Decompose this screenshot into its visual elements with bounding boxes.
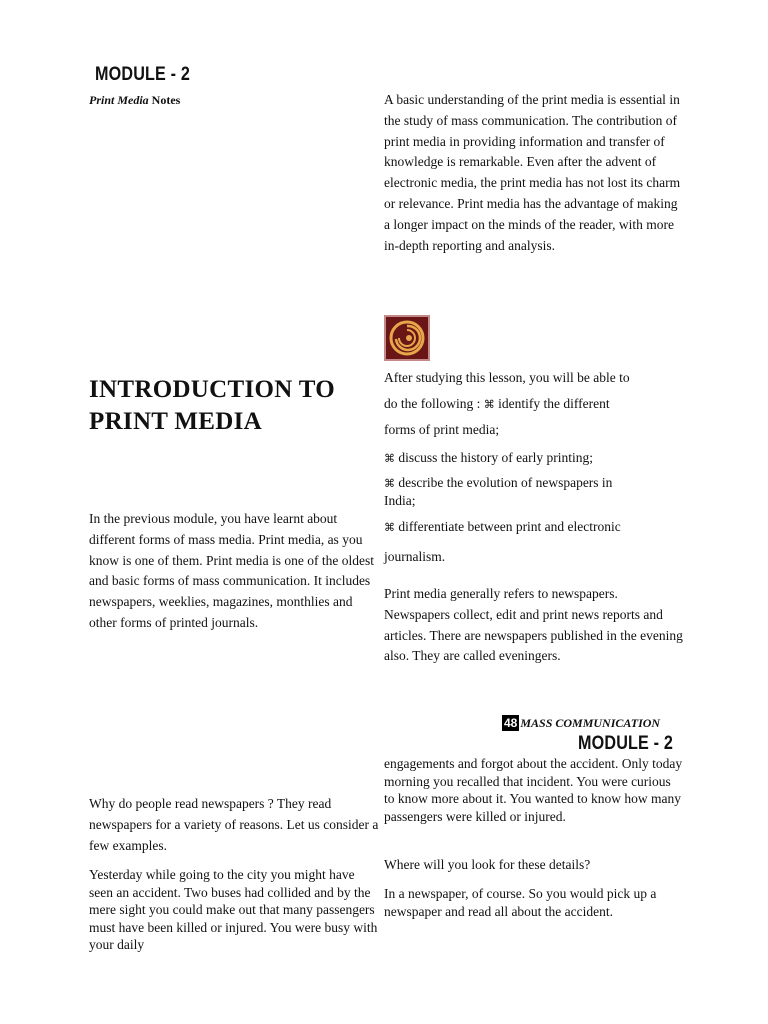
command-bullet-icon: ⌘	[384, 477, 395, 490]
objective-item-4	[384, 517, 684, 547]
objective-1-text: identify the different	[498, 396, 610, 411]
newspaper-answer-paragraph: In a newspaper, of course. So you would pick up a newspaper and read all about the accident.	[384, 886, 657, 919]
previous-module-paragraph: In the previous module, you have learnt about different forms of mass media. Print media, as you know is one of them. Print media is one of the oldest and basic forms of mass communication. It includes newspapers, weeklies, magazines, monthlies and other forms of printed journals.	[89, 511, 374, 630]
command-bullet-icon: ⌘	[483, 398, 495, 411]
accident-story-paragraph: Yesterday while going to the city you might have seen an accident. Two buses had collided and by the mere sight you could make out that many passengers must have been killed or injured. You were busy with your daily	[89, 867, 378, 952]
section-label-italic: Print Media	[89, 93, 149, 107]
objectives-lead-1: After studying this lesson, you will be able to	[384, 370, 630, 385]
section-label-notes: Notes	[151, 93, 181, 107]
objective-item-3	[384, 474, 684, 492]
objective-item-4-cont: journalism.	[384, 549, 446, 564]
objectives-lead-2: do the following :	[384, 396, 484, 411]
accident-continuation-paragraph: engagements and forgot about the accident. Only today morning you recalled that incident. You were curious to know more about it. You wanted to know how many passengers were killed or injured.	[384, 756, 683, 824]
title-line-1: INTRODUCTION TO	[89, 376, 335, 403]
module-heading-top: MODULE - 2	[95, 64, 191, 85]
objectives-list	[384, 368, 684, 567]
objective-4-text: differentiate between print and electronic	[398, 519, 621, 534]
page-title	[89, 374, 335, 438]
objective-item-2	[384, 448, 684, 474]
command-bullet-icon: ⌘	[384, 452, 395, 465]
details-question-paragraph: Where will you look for these details?	[384, 857, 591, 872]
page-number: 48	[504, 716, 518, 730]
objective-3-text: describe the evolution of newspapers in	[398, 475, 613, 490]
page-footer	[502, 714, 660, 732]
objectives-spiral-icon	[384, 315, 430, 361]
objective-item-1	[384, 394, 684, 420]
footer-label: MASS COMMUNICATION	[520, 715, 661, 730]
section-label	[89, 93, 180, 108]
title-line-2: PRINT MEDIA	[89, 408, 262, 435]
why-read-paragraph: Why do people read newspapers ? They read newspapers for a variety of reasons. Let us consider a few examples.	[89, 796, 379, 853]
module-heading-bottom: MODULE - 2	[578, 733, 674, 754]
objective-item-1-cont: forms of print media;	[384, 422, 500, 437]
intro-paragraph: A basic understanding of the print media is essential in the study of mass communication. The contribution of print media in providing information and transfer of knowledge is remarkable. Even after the advent of electronic media, the print media has not lost its charm or relevance. Print media has the advantage of making a longer impact on the minds of the reader, with more in-depth reporting and analysis.	[384, 92, 681, 253]
print-media-definition-paragraph: Print media generally refers to newspapers. Newspapers collect, edit and print news reports and articles. There are newspapers published in the evening also. They are called eveningers.	[384, 586, 683, 664]
command-bullet-icon: ⌘	[384, 521, 395, 534]
objective-2-text: discuss the history of early printing;	[398, 450, 593, 465]
objective-item-3-cont: India;	[384, 493, 416, 508]
